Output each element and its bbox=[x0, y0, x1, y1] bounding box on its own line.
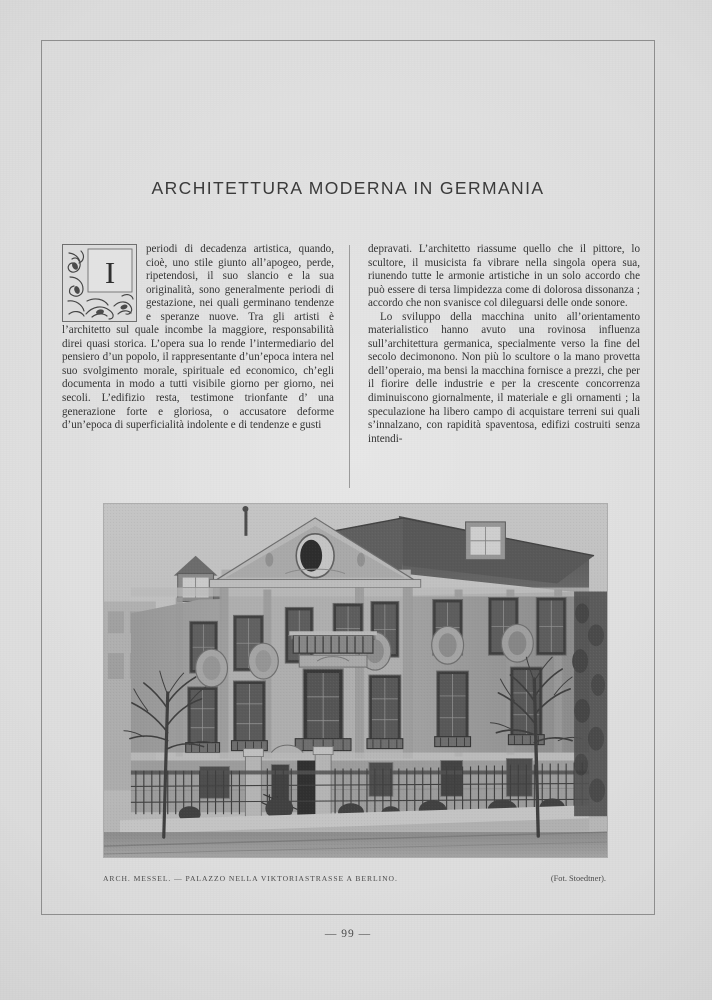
text-column-left bbox=[62, 243, 334, 488]
photo-frame bbox=[103, 503, 608, 858]
article-body bbox=[62, 243, 640, 488]
caption-photo-credit: (Fot. Stoedtner). bbox=[550, 874, 606, 883]
svg-text:I: I bbox=[104, 255, 116, 290]
text-column-right bbox=[368, 243, 640, 488]
paragraph: depravati. L’architetto riassume quello che il pittore, lo scultore, il musicista fa vibrare nella singola opera sua, riunendo tutte le armonie artistiche in un solo accordo che può essere di tersa limpidezza come di dolorosa dissonanza ; accordo che non svanisce col dileguarsi delle onde sonore. bbox=[368, 243, 640, 310]
page-title: ARCHITETTURA MODERNA IN GERMANIA bbox=[151, 178, 545, 198]
caption-text: ARCH. MESSEL. — PALAZZO NELLA VIKTORIASTRASSE A BERLINO. bbox=[103, 874, 398, 883]
paragraph: Lo sviluppo della macchina unito all’orientamento materialistico hanno avuto una rovinosa influenza sull’architettura germanica, specialmente verso la fine del secolo decimonono. Non più lo scultore o la mano provetta dell’operaio, ma bensi la macchina fornisce a prezzi, che per il fiorire delle industrie e per la crescente concorrenza diminuiscono giornalmente, il materiale e gli ornamenti ; la speculazione ha libero campo di acquistare terreni sui quali s’innalzano, con rapidità spaventosa, edifizi costruiti senza intendi- bbox=[368, 310, 640, 445]
paragraph: periodi di decadenza artistica, quando, cioè, uno stile giunto all’apogeo, perde, ripetendosi, il suo slancio e la sua originalità, sono generalmente periodi di gestazione, nei quali germinano tendenze e speranze nuove. Tra gli artisti è l’architetto sul quale incombe la maggiore, responsabilità direi quasi storica. L’opera sua lo rende l’intermediario del pensiero d’un popolo, il rappresentante d’un’epoca intera nel suo svolgimento morale, spirituale ed economico, ch’egli documenta in modo a tutti visibile giorno per giorno, nei secoli. L’edifizio resta, testimone trionfante d’ una generazione forte e gloriosa, o accusatore deforme d’un’epoca di superficialità indolente e di tendenze e gusti bbox=[62, 243, 334, 432]
ornamental-dropcap-icon bbox=[62, 244, 137, 322]
page-number: — 99 — bbox=[324, 928, 372, 940]
figure-caption bbox=[103, 874, 608, 888]
column-divider bbox=[349, 245, 350, 488]
figure-photograph bbox=[103, 503, 608, 858]
